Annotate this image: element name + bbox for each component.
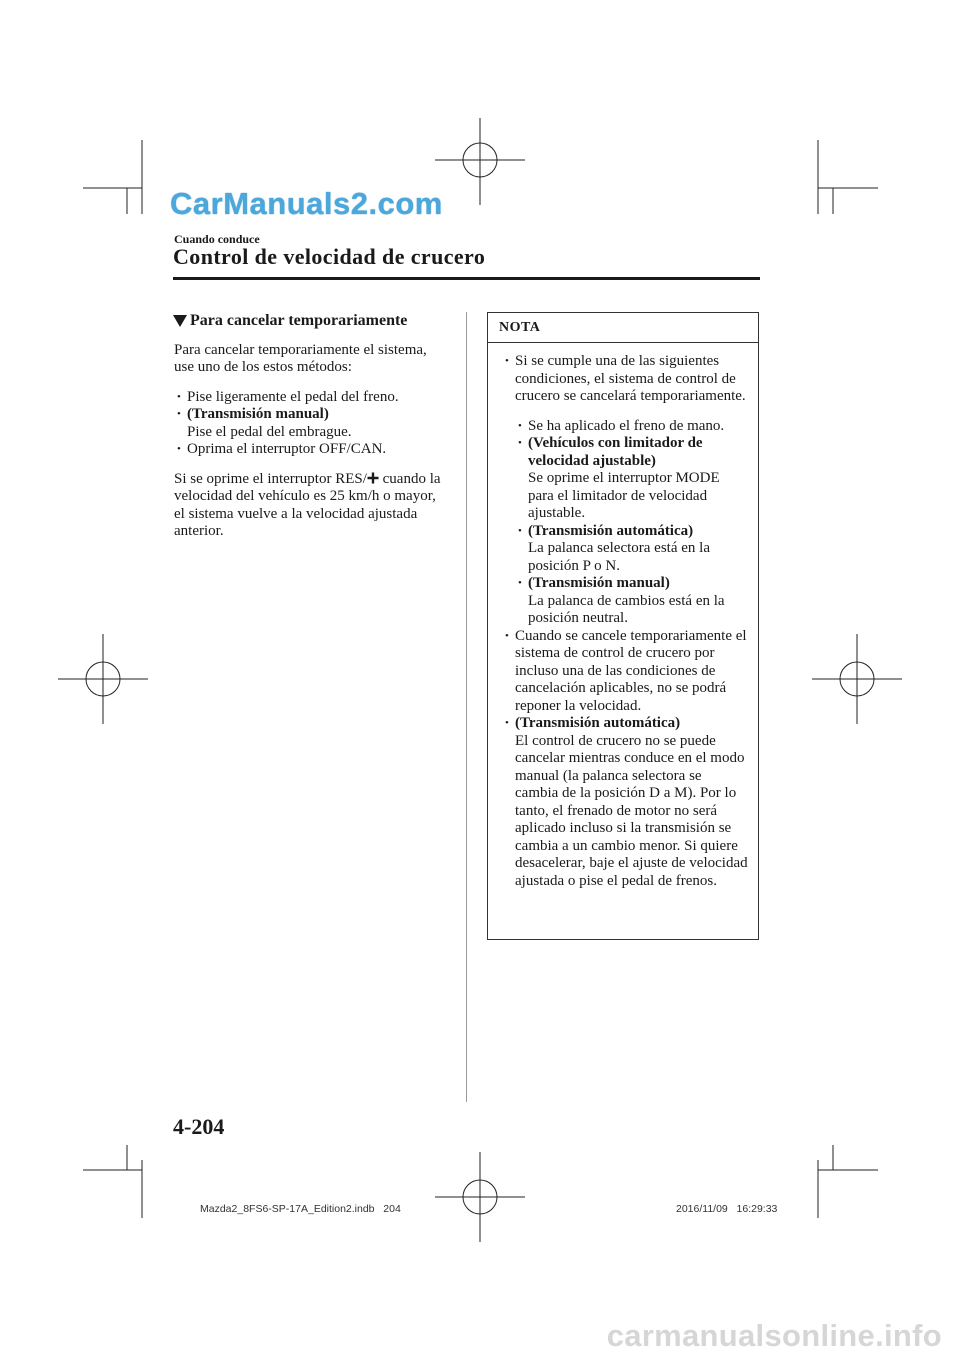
- list-item: • (Transmisión automática) El control de crucero no se puede cancelar mientras conduce en el modo manual (la palanca selectora se cambia de la posición D a M). Por lo tanto, el frenado de motor no será aplicado incluso si la transmisión se cambia a un cambio menor. Si quiere desacelerar, baje el ajuste de velocidad ajustada o pise el pedal de frenos.: [502, 715, 748, 890]
- footer-file-info: Mazda2_8FS6-SP-17A_Edition2.indb 204: [200, 1203, 401, 1215]
- list-item: • Cuando se cancele temporariamente el sistema de control de crucero por incluso una de las condiciones de cancelación aplicables, no se podrá reponer la velocidad.: [502, 628, 748, 716]
- note-body: [488, 343, 758, 890]
- left-column: [174, 312, 444, 553]
- footer-date-time: 2016/11/09 16:29:33: [676, 1203, 778, 1215]
- page-number: 4-204: [173, 1114, 225, 1139]
- column-divider: [466, 312, 467, 1102]
- watermark: carmanualsonline.info: [606, 1318, 942, 1353]
- intro-paragraph: Para cancelar temporariamente el sistema, use uno de los estos métodos:: [174, 341, 427, 375]
- list-item: • (Vehículos con limitador de velocidad ajustable) Se oprime el interruptor MODE para el limitador de velocidad ajustable.: [515, 435, 748, 523]
- site-logo: CarManuals2.com: [170, 186, 443, 221]
- list-item: • Oprima el interruptor OFF/CAN.: [174, 441, 444, 459]
- triangle-down-icon: [173, 315, 187, 327]
- subheading-text: Para cancelar temporariamente: [190, 312, 408, 329]
- note-sublist: [515, 418, 748, 628]
- list-item: • Se ha aplicado el freno de mano.: [515, 418, 748, 436]
- title-rule: [173, 277, 760, 280]
- page-title: Control de velocidad de crucero: [173, 244, 486, 269]
- methods-list: [174, 389, 444, 459]
- note-list: [502, 353, 748, 890]
- list-item: • (Transmisión automática) La palanca selectora está en la posición P o N.: [515, 523, 748, 576]
- plus-icon: [367, 472, 379, 484]
- res-paragraph: Si se oprime el interruptor RES/ cuando la velocidad del vehículo es 25 km/h o mayor, el sistema vuelve a la velocidad ajustada anterior.: [174, 470, 441, 539]
- list-item: • (Transmisión manual) Pise el pedal del embrague.: [174, 406, 444, 441]
- list-item: • Pise ligeramente el pedal del freno.: [174, 389, 444, 407]
- section-label: Cuando conduce: [174, 232, 260, 246]
- list-item: • Si se cumple una de las siguientes condiciones, el sistema de control de crucero se cancelará temporariamente. • Se ha aplicado el freno de mano. • (Vehículos con limitador de velocidad ajustable) Se oprime el interruptor MODE para el limitador de velocidad ajustable. • (Transmisión automática) La palanca selectora está en la posición P o N. • (Transmisión manual) La palanca de cambios está en la posición neutral.: [502, 353, 748, 628]
- note-box: [487, 312, 759, 940]
- note-heading: NOTA: [488, 313, 758, 343]
- subheading: [174, 312, 444, 330]
- list-item: • (Transmisión manual) La palanca de cambios está en la posición neutral.: [515, 575, 748, 628]
